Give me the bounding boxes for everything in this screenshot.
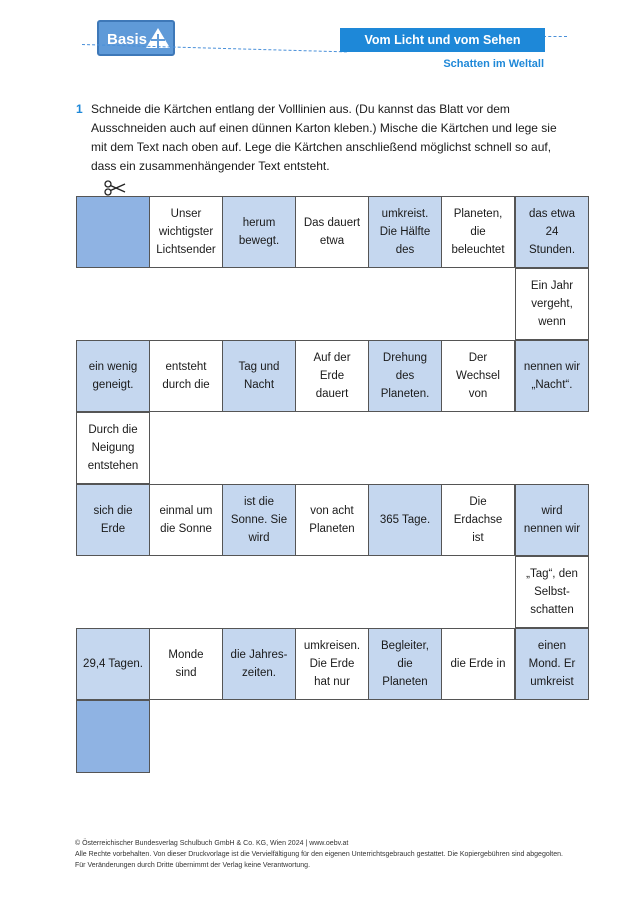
card-13 <box>368 340 442 412</box>
card-29 <box>368 628 442 700</box>
card-6 <box>441 196 515 268</box>
footer-rights: Alle Rechte vorbehalten. Von dieser Druckvorlage ist die Vervielfältigung für den eigenen Unterrichtsgebrauch gestattet. Die Kopiergebühren sind abgegolten. <box>75 851 563 858</box>
card-5 <box>368 196 442 268</box>
worksheet-title: Vom Licht und vom Sehen <box>340 28 545 52</box>
card-15 <box>515 340 589 412</box>
footer-copyright: © Österreichischer Bundesverlag Schulbuch GmbH & Co. KG, Wien 2024 | www.oebv.at <box>75 840 349 847</box>
card-1 <box>76 196 150 268</box>
card-8 <box>515 268 589 340</box>
card-27 <box>222 628 296 700</box>
card-25 <box>76 628 150 700</box>
card-text: umkreist. Die Hälfte des <box>379 208 431 256</box>
card-30 <box>441 628 515 700</box>
card-20 <box>295 484 369 556</box>
card-2 <box>149 196 223 268</box>
card-text: ist die Sonne. Sie wird <box>230 496 288 544</box>
footer <box>75 838 563 871</box>
card-24 <box>515 556 589 628</box>
card-14 <box>441 340 515 412</box>
card-text: Der Wechsel von <box>456 352 500 400</box>
card-text: Begleiter, die Planeten <box>381 640 429 688</box>
card-text: 365 Tage. <box>379 514 431 526</box>
card-text: Tag und Nacht <box>238 361 280 391</box>
card-text: „Tag“, den Selbst- schatten <box>526 568 578 616</box>
card-text: umkreisen. Die Erde hat nur <box>303 640 361 688</box>
card-11 <box>222 340 296 412</box>
card-text: Das dauert etwa <box>303 217 361 247</box>
card-text: Monde sind <box>168 649 204 679</box>
footer-disclaimer: Für Veränderungen durch Dritte übernimmt der Verlag keine Verantwortung. <box>75 862 311 869</box>
card-19 <box>222 484 296 556</box>
card-text: sich die Erde <box>93 505 133 535</box>
card-text: Ein Jahr vergeht, wenn <box>530 280 574 328</box>
card-text: Planeten, die beleuchtet <box>451 208 505 256</box>
card-28 <box>295 628 369 700</box>
logo-text: Basis <box>107 31 148 48</box>
card-9 <box>76 340 150 412</box>
card-text: Drehung des Planeten. <box>380 352 430 400</box>
card-18 <box>149 484 223 556</box>
card-26 <box>149 628 223 700</box>
card-text: einmal um die Sonne <box>159 505 213 535</box>
card-22 <box>441 484 515 556</box>
card-text: einen Mond. Er umkreist <box>528 640 576 688</box>
card-7 <box>515 196 589 268</box>
card-text: die Jahres- zeiten. <box>230 649 288 679</box>
card-text: von acht Planeten <box>309 505 355 535</box>
card-32 <box>76 700 150 773</box>
card-text: Durch die Neigung entstehen <box>87 424 139 472</box>
card-4 <box>295 196 369 268</box>
card-text: die Erde in <box>450 658 506 670</box>
card-31 <box>515 628 589 700</box>
task-instructions: Schneide die Kärtchen entlang der Volllinien aus. (Du kannst das Blatt vor dem Ausschneiden auch auf einen dünnen Karton kleben.) Mische die Kärtchen und lege sie mit dem Text nach oben auf. Lege die Kärtchen anschließend möglichst schnell so auf, dass ein zusammenhängender Text entsteht. <box>91 102 557 173</box>
card-12 <box>295 340 369 412</box>
card-text: nennen wir „Nacht“. <box>523 361 581 391</box>
task-number: 1 <box>76 102 83 116</box>
card-text: ein wenig geneigt. <box>88 361 138 391</box>
card-21 <box>368 484 442 556</box>
card-text: Unser wichtigster Lichtsender <box>156 208 216 256</box>
card-text: entsteht durch die <box>162 361 210 391</box>
card-16 <box>76 412 150 484</box>
worksheet-subtitle: Schatten im Weltall <box>443 58 544 70</box>
card-10 <box>149 340 223 412</box>
card-text: das etwa 24 Stunden. <box>528 208 576 256</box>
card-17 <box>76 484 150 556</box>
card-text: wird nennen wir <box>523 505 581 535</box>
card-text: Auf der Erde dauert <box>313 352 351 400</box>
card-3 <box>222 196 296 268</box>
card-text: herum bewegt. <box>238 217 280 247</box>
card-text: Die Erdachse ist <box>453 496 503 544</box>
card-text: 29,4 Tagen. <box>83 658 143 670</box>
card-23 <box>515 484 589 556</box>
